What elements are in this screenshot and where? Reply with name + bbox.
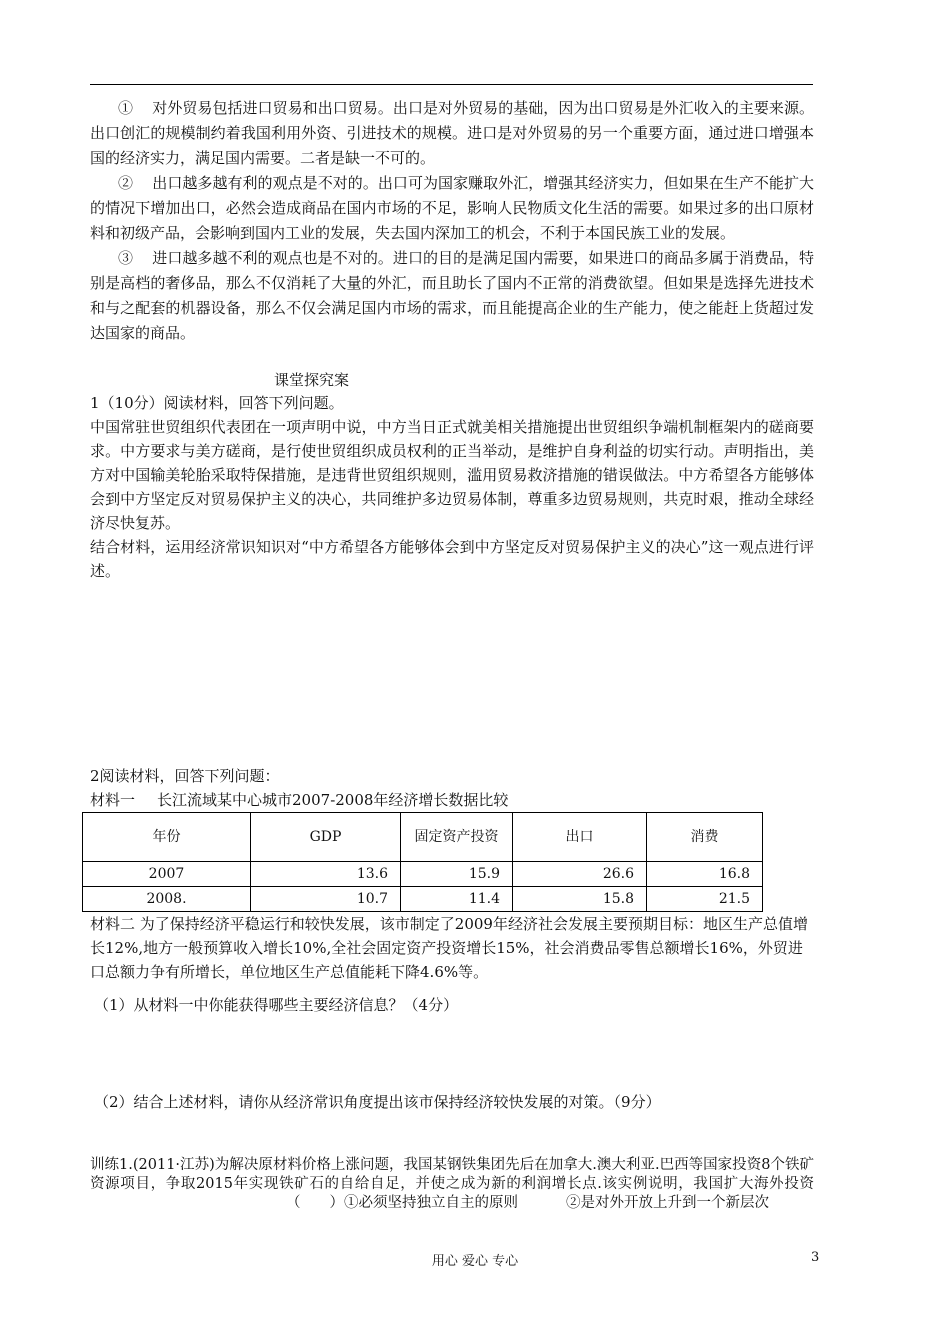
point-2	[90, 171, 814, 246]
table-header-cell: 出口	[513, 813, 647, 862]
question-1	[90, 391, 814, 583]
table-cell: 26.6	[513, 862, 647, 887]
answer-blank: （ ）	[286, 1195, 344, 1211]
point-text: 进口越多越不利的观点也是不对的。进口的目的是满足国内需要，如果进口的商品多属于消费品，特别是高档的奢侈品，那么不仅消耗了大量的外汇，而且助长了国内不正常的消费欲望。但如果是选择先进技术和与之配套的机器设备，那么不仅会满足国内市场的需求，而且能提高企业的生产能力，使之能赶上货超过发达国家的商品。	[90, 249, 814, 342]
table-header-cell: 消费	[647, 813, 763, 862]
question-2-head: 2阅读材料，回答下列问题：	[90, 767, 280, 785]
training-stem: 训练1.(2011·江苏)为解决原材料价格上涨问题，我国某钢铁集团先后在加拿大.澳大利亚.巴西等国家投资8个铁矿资源项目，争取2015年实现铁矿石的自给自足，并使之成为新的利润增长点.该实例说明，我国扩大海外投资	[90, 1157, 814, 1192]
material-2: 材料二 为了保持经济平稳运行和较快发展，该市制定了2009年经济社会发展主要预期目标：地区生产总值增长12%,地方一般预算收入增长10%,全社会固定资产投资增长15%，社会消费品零售总额增长16%，外贸进口总额力争有所增长，单位地区生产总值能耗下降4.6%等。	[90, 915, 808, 981]
sub-question-1: （1）从材料一中你能获得哪些主要经济信息？（4分）	[94, 996, 459, 1014]
question-1-head: 1（10分）阅读材料，回答下列问题。	[90, 394, 344, 412]
question-1-prompt: 结合材料，运用经济常识知识对“中方希望各方能够体会到中方坚定反对贸易保护主义的决心”这一观点进行评述。	[90, 538, 814, 580]
table-header-cell: 固定资产投资	[401, 813, 513, 862]
table-cell: 10.7	[251, 887, 401, 912]
table-header-row	[83, 813, 763, 862]
point-1	[90, 96, 814, 171]
table-cell: 11.4	[401, 887, 513, 912]
table-cell: 15.8	[513, 887, 647, 912]
header-rule	[90, 84, 813, 85]
table-row	[83, 862, 763, 887]
material-1-label: 材料一	[90, 791, 136, 809]
point-marker: ③	[118, 249, 134, 267]
table-cell-year: 2008.	[83, 887, 251, 912]
table-header-cell: GDP	[251, 813, 401, 862]
training-question	[90, 1156, 814, 1213]
point-marker: ②	[118, 174, 134, 192]
footer-slogan: 用心 爱心 专心	[431, 1254, 519, 1269]
growth-table	[82, 812, 763, 912]
table-cell-year: 2007	[83, 862, 251, 887]
point-marker: ①	[118, 99, 134, 117]
table-cell: 13.6	[251, 862, 401, 887]
training-option-2: ②是对外开放上升到一个新层次	[566, 1195, 769, 1211]
answer-points	[90, 96, 814, 346]
table-cell: 21.5	[647, 887, 763, 912]
point-text: 出口越多越有利的观点是不对的。出口可为国家赚取外汇，增强其经济实力，但如果在生产不能扩大的情况下增加出口，必然会造成商品在国内市场的不足，影响人民物质文化生活的需要。如果过多的出口原材料和初级产品，会影响到国内工业的发展，失去国内深加工的机会，不利于本国民族工业的发展。	[90, 174, 814, 242]
training-option-1: ①必须坚持独立自主的原则	[344, 1195, 518, 1211]
question-1-material: 中国常驻世贸组织代表团在一项声明中说，中方当日正式就美相关措施提出世贸组织争端机制框架内的磋商要求。中方要求与美方磋商，是行使世贸组织成员权利的正当举动，是维护自身利益的切实行动。声明指出，美方对中国输美轮胎采取特保措施，是违背世贸组织规则，滥用贸易救济措施的错误做法。中方希望各方能够体会到中方坚定反对贸易保护主义的决心，共同维护多边贸易体制，尊重多边贸易规则，共克时艰，推动全球经济尽快复苏。	[90, 418, 814, 532]
material-1-title	[90, 790, 508, 810]
table-cell: 16.8	[647, 862, 763, 887]
table-cell: 15.9	[401, 862, 513, 887]
page-number: 3	[811, 1250, 820, 1265]
point-3	[90, 246, 814, 346]
point-text: 对外贸易包括进口贸易和出口贸易。出口是对外贸易的基础，因为出口贸易是外汇收入的主要来源。出口创汇的规模制约着我国利用外资、引进技术的规模。进口是对外贸易的另一个重要方面，通过进口增强本国的经济实力，满足国内需要。二者是缺一不可的。	[90, 99, 814, 167]
material-1-caption: 长江流域某中心城市2007-2008年经济增长数据比较	[157, 791, 509, 809]
table-row	[83, 887, 763, 912]
table-header-cell: 年份	[83, 813, 251, 862]
section-title: 课堂探究案	[274, 371, 350, 389]
sub-question-2: （2）结合上述材料，请你从经济常识角度提出该市保持经济较快发展的对策。（9分）	[94, 1093, 661, 1111]
